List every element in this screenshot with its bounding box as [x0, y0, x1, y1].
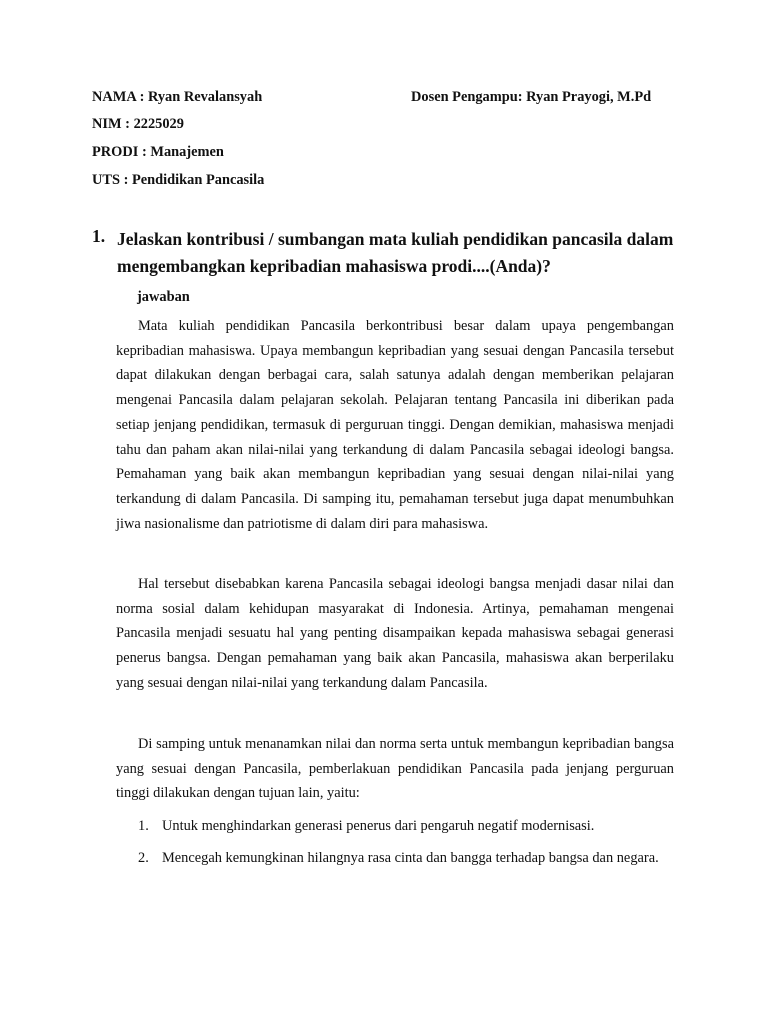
question-text: Jelaskan kontribusi / sumbangan mata kuliah pendidikan pancasila dalam mengembangkan kepribadian mahasiswa prodi....(Anda)?	[117, 229, 674, 276]
list-item	[138, 846, 676, 872]
answer-paragraph-1: Mata kuliah pendidikan Pancasila berkontribusi besar dalam upaya pengembangan kepribadian mahasiswa. Upaya membangun kepribadian yang sesuai dengan Pancasila tersebut dapat dilakukan dengan berbagai cara, salah satunya adalah dengan memberikan pelajaran mengenai Pancasila dalam pelajaran sekolah. Pelajaran tentang Pancasila ini diberikan pada setiap jenjang pendidikan, termasuk di perguruan tinggi. Dengan demikian, mahasiswa menjadi tahu dan paham akan nilai-nilai yang terkandung di dalam Pancasila sebagai ideologi bangsa. Pemahaman yang baik akan membangun kepribadian yang sesuai dengan nilai-nilai yang terkandung di dalam Pancasila. Di samping itu, pemahaman tersebut juga dapat menumbuhkan jiwa nasionalisme dan patriotisme di dalam diri para mahasiswa.	[116, 318, 674, 532]
exam-subject: UTS : Pendidikan Pancasila	[92, 172, 265, 188]
answer-label: jawaban	[137, 289, 190, 305]
list-item-number: 1.	[138, 818, 149, 834]
answer-paragraph-2: Hal tersebut disebabkan karena Pancasila sebagai ideologi bangsa menjadi dasar nilai dan norma sosial dalam kehidupan masyarakat di Indonesia. Artinya, pemahaman mengenai Pancasila menjadi sesuatu hal yang penting disampaikan kepada mahasiswa sebagai generasi penerus bangsa. Dengan pemahaman yang baik akan Pancasila, mahasiswa akan berperilaku yang sesuai dengan nilai-nilai yang terkandung dalam Pancasila.	[116, 576, 674, 691]
list-item-number: 2.	[138, 850, 149, 866]
student-name: NAMA : Ryan Revalansyah	[92, 89, 263, 105]
list-item-text: Untuk menghindarkan generasi penerus dari pengaruh negatif modernisasi.	[162, 818, 595, 834]
student-id: NIM : 2225029	[92, 116, 184, 132]
lecturer-name: Dosen Pengampu: Ryan Prayogi, M.Pd	[411, 89, 652, 105]
answer-paragraph-3: Di samping untuk menanamkan nilai dan norma serta untuk membangun kepribadian bangsa yang sesuai dengan Pancasila, pemberlakuan pendidikan Pancasila pada jenjang perguruan tinggi dilakukan dengan tujuan lain, yaitu:	[116, 736, 674, 802]
question-number: 1.	[92, 226, 106, 246]
list-item	[138, 814, 676, 840]
study-program: PRODI : Manajemen	[92, 144, 224, 160]
list-item-text: Mencegah kemungkinan hilangnya rasa cinta dan bangga terhadap bangsa dan negara.	[162, 850, 659, 866]
